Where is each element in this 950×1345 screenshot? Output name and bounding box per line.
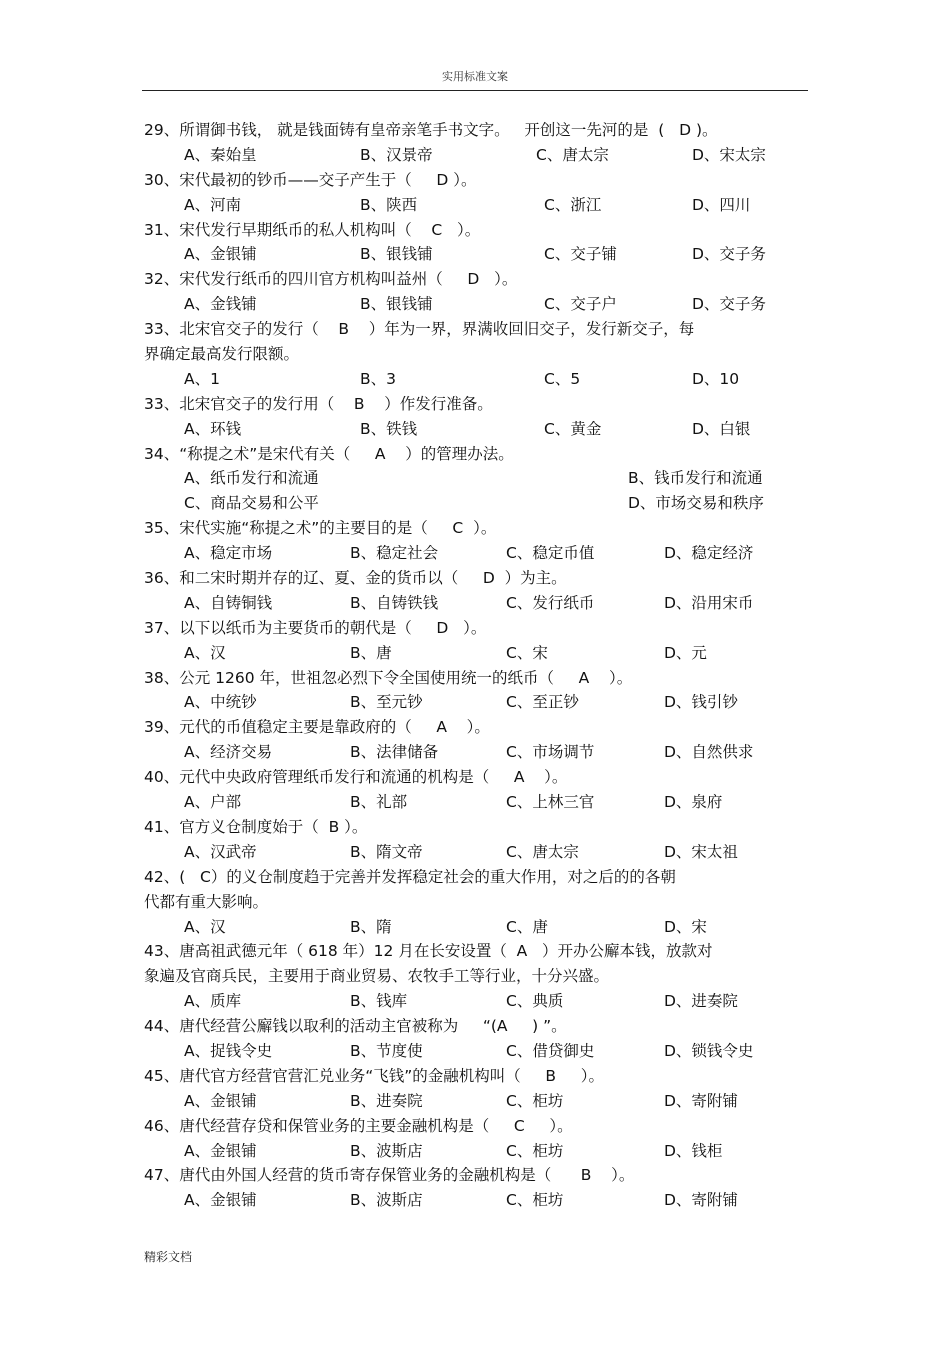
answer-option: C、交子户 [544,295,617,314]
answer-option: D、宋 [664,917,707,936]
options-line [144,292,824,317]
answer-option: A、户部 [184,793,242,812]
answer-option: C、唐太宗 [506,842,579,861]
answer-option: D、寄附铺 [664,1091,738,1110]
answer-option: D、自然供求 [664,743,754,762]
answer-option: A、汉 [184,643,226,662]
answer-option: A、汉 [184,917,226,936]
question-line [144,890,824,915]
answer-option: D、泉府 [664,793,723,812]
answer-option: B、自铸铁钱 [350,593,439,612]
answer-option: A、金银铺 [184,1191,257,1210]
answer-option: D、元 [664,643,707,662]
question-text: 44、唐代经营公廨钱以取利的活动主官被称为 “(A ) ”。 [144,1017,567,1036]
question-text: 33、北宋官交子的发行用（ B ）作发行准备。 [144,394,493,413]
question-line [144,118,824,143]
answer-option: D、白银 [692,419,751,438]
answer-option: D、宋太宗 [692,145,766,164]
answer-option: A、金银铺 [184,1141,257,1160]
answer-option: B、银钱铺 [360,245,433,264]
answer-option: C、浙江 [544,195,602,214]
options-line [144,915,824,940]
answer-option: B、隋 [350,917,392,936]
answer-option: A、中统钞 [184,693,257,712]
answer-option: B、波斯店 [350,1141,423,1160]
header-divider [142,90,808,91]
question-line [144,939,824,964]
answer-option: A、河南 [184,195,242,214]
options-line [144,193,824,218]
question-text: 38、公元 1260 年，世祖忽必烈下令全国使用统一的纸币（ A ）。 [144,668,633,687]
answer-option: A、纸币发行和流通 [184,469,319,488]
options-line [144,1188,824,1213]
question-line [144,442,824,467]
question-line [144,1014,824,1039]
options-line [144,641,824,666]
answer-option: C、稳定币值 [506,544,595,563]
options-line [144,466,824,491]
question-line [144,267,824,292]
question-text: 界确定最高发行限额。 [144,345,300,364]
options-line [144,242,824,267]
question-text: 29、所谓御书钱， 就是钱面铸有皇帝亲笔手书文字。 开创这一先河的是 ( D )。 [144,121,718,139]
answer-option: A、捉钱令史 [184,1041,273,1060]
options-line [144,1039,824,1064]
page-footer: 精彩文档 [144,1250,193,1264]
question-line [144,516,824,541]
question-list [144,118,824,1213]
question-text: 47、唐代由外国人经营的货币寄存保管业务的金融机构是（ B ）。 [144,1166,635,1185]
question-line [144,666,824,691]
question-text: 33、北宋官交子的发行（ B ）年为一界，界满收回旧交子，发行新交子，每 [144,320,695,339]
answer-option: D、钱柜 [664,1141,723,1160]
options-line [144,143,824,168]
options-line [144,989,824,1014]
question-line [144,317,824,342]
question-text: 代都有重大影响。 [144,892,269,911]
question-line [144,964,824,989]
answer-option: A、金银铺 [184,1091,257,1110]
answer-option: B、汉景帝 [360,145,433,164]
question-line [144,865,824,890]
answer-option: B、陕西 [360,195,418,214]
answer-option: C、交子铺 [544,245,617,264]
answer-option: B、钱库 [350,992,408,1011]
options-line [144,690,824,715]
answer-option: A、秦始皇 [184,145,257,164]
answer-option: C、上林三官 [506,793,595,812]
question-line [144,566,824,591]
answer-option: D、10 [692,369,740,388]
options-line [144,591,824,616]
question-line [144,168,824,193]
answer-option: B、至元钞 [350,693,423,712]
question-text: 37、以下以纸币为主要货币的朝代是（ D ）。 [144,618,487,637]
answer-option: C、唐太宗 [536,145,609,164]
question-line [144,715,824,740]
answer-option: B、节度使 [350,1041,423,1060]
answer-option: C、至正钞 [506,693,579,712]
answer-option: C、宋 [506,643,548,662]
answer-option: D、寄附铺 [664,1191,738,1210]
question-line [144,1114,824,1139]
answer-option: B、钱币发行和流通 [628,469,763,488]
question-text: 39、元代的币值稳定主要是靠政府的（ A ）。 [144,718,490,737]
answer-option: C、发行纸币 [506,593,595,612]
question-line [144,765,824,790]
page-header: 实用标准文案 [442,70,508,83]
question-text: 46、唐代经营存贷和保管业务的主要金融机构是（ C ）。 [144,1116,573,1135]
answer-option: D、四川 [692,195,751,214]
question-text: 30、宋代最初的钞币——交子产生于（ D ）。 [144,170,477,189]
options-line [144,417,824,442]
question-text: 45、唐代官方经营官营汇兑业务“飞钱”的金融机构叫（ B ）。 [144,1066,604,1085]
answer-option: C、5 [544,369,581,388]
options-line [144,1089,824,1114]
answer-option: A、金银铺 [184,245,257,264]
answer-option: B、隋文帝 [350,842,423,861]
question-text: 32、宋代发行纸币的四川官方机构叫益州（ D ）。 [144,270,518,289]
answer-option: C、柜坊 [506,1141,564,1160]
answer-option: D、交子务 [692,295,766,314]
answer-option: B、3 [360,369,396,388]
question-line [144,1163,824,1188]
answer-option: C、典质 [506,992,564,1011]
question-text: 43、唐高祖武德元年（ 618 年）12 月在长安设置（ A ）开办公廨本钱，放款对 [144,942,713,961]
answer-option: D、锁钱令史 [664,1041,754,1060]
question-text: 41、官方义仓制度始于（ B ）。 [144,817,368,836]
answer-option: D、钱引钞 [664,693,738,712]
answer-option: D、进奏院 [664,992,738,1011]
answer-option: C、柜坊 [506,1091,564,1110]
question-text: 36、和二宋时期并存的辽、夏、金的货币以（ D ）为主。 [144,569,567,588]
answer-option: B、唐 [350,643,392,662]
question-text: 34、“称提之术”是宋代有关（ A ）的管理办法。 [144,444,514,463]
answer-option: C、市场调节 [506,743,595,762]
question-line [144,392,824,417]
question-line [144,815,824,840]
answer-option: C、黄金 [544,419,602,438]
question-text: 40、元代中央政府管理纸币发行和流通的机构是（ A ）。 [144,768,568,787]
answer-option: C、柜坊 [506,1191,564,1210]
answer-option: D、沿用宋币 [664,593,754,612]
answer-option: A、汉武帝 [184,842,257,861]
question-text: 35、宋代实施“称提之术”的主要目的是（ C ）。 [144,519,497,538]
answer-option: A、环钱 [184,419,242,438]
answer-option: B、银钱铺 [360,295,433,314]
answer-option: B、铁钱 [360,419,418,438]
options-line [144,541,824,566]
options-line [144,1139,824,1164]
answer-option: A、稳定市场 [184,544,273,563]
question-line [144,342,824,367]
question-line [144,218,824,243]
answer-option: C、借贷御史 [506,1041,595,1060]
answer-option: D、宋太祖 [664,842,738,861]
answer-option: A、质库 [184,992,242,1011]
options-line [144,367,824,392]
answer-option: B、进奏院 [350,1091,423,1110]
question-text: 42、( C）的义仓制度趋于完善并发挥稳定社会的重大作用，对之后的的各朝 [144,867,676,886]
question-text: 象遍及官商兵民，主要用于商业贸易、农牧手工等行业，十分兴盛。 [144,967,610,986]
answer-option: B、礼部 [350,793,408,812]
answer-option: C、商品交易和公平 [184,494,319,513]
options-line [144,491,824,516]
answer-option: D、交子务 [692,245,766,264]
answer-option: B、法律储备 [350,743,439,762]
answer-option: A、自铸铜钱 [184,593,273,612]
answer-option: A、1 [184,369,220,388]
options-line [144,840,824,865]
answer-option: A、金钱铺 [184,295,257,314]
question-text: 31、宋代发行早期纸币的私人机构叫（ C ）。 [144,220,481,239]
options-line [144,790,824,815]
question-line [144,1064,824,1089]
answer-option: D、稳定经济 [664,544,754,563]
question-line [144,616,824,641]
options-line [144,740,824,765]
answer-option: B、稳定社会 [350,544,439,563]
answer-option: D、市场交易和秩序 [628,494,764,513]
answer-option: C、唐 [506,917,548,936]
answer-option: B、波斯店 [350,1191,423,1210]
answer-option: A、经济交易 [184,743,273,762]
